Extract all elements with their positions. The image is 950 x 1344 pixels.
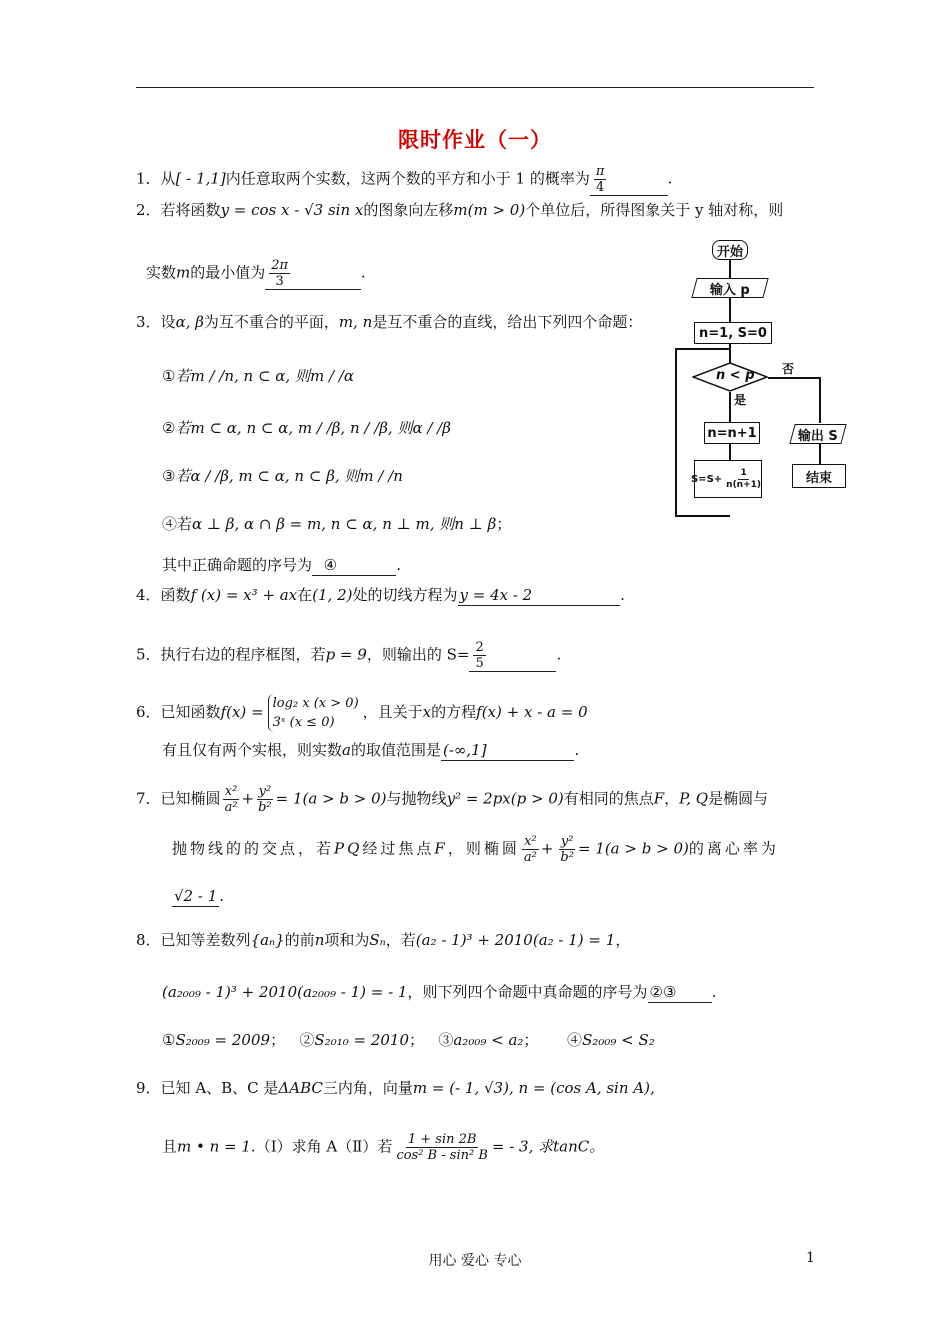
- answer-blank: [312, 555, 396, 576]
- text: .: [219, 887, 225, 905]
- sequence: {aₙ}: [250, 931, 285, 949]
- ratio-fraction: [394, 1132, 489, 1163]
- connector: [729, 344, 731, 364]
- vectors: m = (- 1, √3), n = (cos A, sin A),: [412, 1079, 655, 1097]
- text: 已知函数: [160, 703, 221, 721]
- flowchart-update: [690, 460, 762, 498]
- text: 内任意取两个实数，这两个数的平方和小于 1 的概率为: [225, 169, 590, 188]
- ellipse-equation: = 1(a > b > 0): [577, 839, 689, 858]
- text: 若将函数: [160, 201, 221, 219]
- item-mark: ④: [567, 1031, 583, 1049]
- flowchart-start: [712, 240, 748, 260]
- fraction-numerator: 2: [475, 640, 484, 655]
- text: ，: [615, 931, 631, 949]
- flowchart: [672, 238, 852, 528]
- lines: m, n: [338, 313, 373, 331]
- shift-expression: m(m > 0): [453, 201, 526, 219]
- proposition-4: [162, 514, 511, 534]
- text: 经过焦点: [362, 839, 435, 858]
- piecewise-cases: [268, 694, 359, 732]
- text: = - 3, 求tanC。: [491, 1137, 605, 1156]
- label: 结束: [805, 470, 832, 486]
- question-7: 7．已知椭圆 $\frac{\text{x²}}{\text{a²}}$ + $\frac{\text{y²}}{\text{b²}}$ = 1(a > b > 0)与抛物线y² = 2px(p > 0)有相同的焦点F，P, Q是椭圆与: [136, 784, 769, 815]
- text: 三内角，向量: [322, 1079, 413, 1097]
- no-branch-line: [819, 377, 821, 423]
- answer-blank: [648, 982, 712, 1003]
- proposition-1: [162, 366, 354, 386]
- text: ，: [664, 789, 680, 808]
- text: 的取值范围是: [350, 741, 441, 759]
- question-7-answer: [172, 886, 224, 907]
- item-mark: ④: [162, 515, 178, 533]
- question-8: [136, 930, 630, 950]
- fraction-numerator: 1: [740, 467, 747, 478]
- label: 输入 p: [710, 282, 750, 298]
- answer-blank: [441, 740, 574, 761]
- flowchart-increment: [704, 422, 760, 444]
- item-mark: ②: [162, 419, 176, 437]
- text: 是互不重合的直线，给出下列四个命题：: [372, 313, 643, 331]
- fraction-denominator: 5: [475, 656, 484, 671]
- page-title: 限时作业（一）: [398, 127, 552, 152]
- fraction-denominator: 4: [595, 180, 605, 195]
- text: ，若: [385, 931, 416, 949]
- question-number: 1．: [136, 169, 161, 188]
- text: ，则输出的 S=: [366, 645, 470, 664]
- dot-product: m • n = 1.: [177, 1137, 256, 1156]
- text: 已知椭圆: [160, 789, 221, 808]
- text: ；: [496, 515, 512, 533]
- text: ，且关于: [362, 703, 423, 721]
- label: 输出 S: [798, 428, 838, 444]
- text: ；: [270, 1031, 286, 1049]
- question-3: [136, 312, 642, 332]
- text: 已知等差数列: [160, 931, 251, 949]
- question-number: 7．: [136, 789, 161, 808]
- ellipse-equation: = 1(a > b > 0): [275, 789, 387, 808]
- text: .: [556, 645, 562, 664]
- text: 的前: [284, 931, 315, 949]
- label: S=S+: [690, 473, 723, 485]
- option-text: S₂₀₀₉ = 2009: [175, 1031, 271, 1049]
- proposition-2: [162, 418, 451, 438]
- question-2-line-2: [146, 258, 366, 290]
- text: 为互不重合的平面，: [203, 313, 339, 331]
- text: 个单位后，所得图象关于 y 轴对称，则: [525, 201, 784, 219]
- question-1: [136, 164, 672, 196]
- text: 有相同的焦点: [563, 789, 654, 808]
- answer: √2 - 1: [174, 887, 218, 905]
- ellipse-fraction-y: $\frac{\text{y²}}{\text{b²}}$: [258, 784, 272, 815]
- point: (1, 2): [312, 586, 353, 604]
- ellipse-fraction-x: $\frac{\text{x²}}{\text{a²}}$: [224, 784, 238, 815]
- question-6-line-2: [162, 740, 579, 761]
- proposition-text: 若m ⊂ α, n ⊂ α, m / /β, n / /β, 则α / /β: [175, 419, 451, 437]
- points: P, Q: [679, 789, 709, 808]
- function-expression: y = cos x - √3 sin x: [220, 201, 364, 219]
- text: 的方程: [431, 703, 477, 721]
- yes-branch-line: [729, 392, 731, 422]
- flowchart-output: [789, 424, 846, 444]
- flowchart-init: [694, 322, 772, 344]
- question-number: 8．: [136, 931, 161, 949]
- flowchart-input: [691, 278, 768, 298]
- text: 项和为: [324, 931, 370, 949]
- text: .: [396, 556, 402, 574]
- item-mark: ①: [162, 1031, 176, 1049]
- interval: [ - 1,1]: [175, 169, 226, 188]
- text: 且: [162, 1137, 178, 1156]
- text: 若: [177, 515, 193, 533]
- question-number: 9．: [136, 1079, 161, 1097]
- answer: ④: [323, 556, 338, 574]
- option-text: S₂₀₁₀ = 2010: [314, 1031, 410, 1049]
- text: .: [360, 263, 366, 282]
- header-rule: [136, 87, 814, 88]
- yes-label: 是: [734, 393, 747, 407]
- focus: F: [653, 789, 665, 808]
- option-text: S₂₀₀₉ < S₂: [582, 1031, 655, 1049]
- answer-blank: [469, 640, 556, 672]
- function-expression: f (x) = x³ + ax: [190, 586, 298, 604]
- text: ，则下列四个命题中真命题的序号为: [407, 983, 648, 1001]
- question-5: [136, 640, 561, 672]
- connector: [729, 298, 731, 322]
- planes: α, β: [175, 313, 204, 331]
- flowchart-end: [792, 464, 846, 488]
- case-2: 3ˣ (x ≤ 0): [272, 715, 335, 730]
- question-number: 5．: [136, 645, 161, 664]
- loop-line: [675, 515, 730, 517]
- text: 在: [297, 586, 313, 604]
- text: 处的切线方程为: [352, 586, 458, 604]
- text: 的离心率为: [688, 839, 779, 858]
- answer: (-∞,1]: [442, 741, 487, 759]
- item-mark: ②: [299, 1031, 315, 1049]
- fraction-numerator: 1 + sin 2B: [407, 1132, 477, 1147]
- label: 开始: [716, 244, 743, 260]
- variable: m: [176, 263, 191, 282]
- question-9-line-2: [162, 1132, 604, 1163]
- no-label: 否: [782, 362, 795, 376]
- text: ；: [409, 1031, 425, 1049]
- text: 执行右边的程序框图，若: [160, 645, 326, 664]
- parabola-equation: y² = 2px(p > 0): [446, 789, 564, 808]
- question-2: [136, 200, 783, 220]
- decision-label: n < p: [716, 368, 755, 383]
- page-footer: 用心 爱心 专心: [428, 1253, 522, 1269]
- text: 从: [160, 169, 176, 188]
- text: 实数: [146, 263, 177, 282]
- proposition-text: α ⊥ β, α ∩ β = m, n ⊂ α, n ⊥ m, 则n ⊥ β: [192, 515, 497, 533]
- variable: a: [342, 741, 351, 759]
- text: ，则椭圆: [447, 839, 520, 858]
- connector: [729, 444, 731, 460]
- segment: PQ: [334, 839, 363, 858]
- proposition-text: 若α / /β, m ⊂ α, n ⊂ β, 则m / /n: [175, 467, 403, 485]
- equation: f(x) + x - a = 0: [476, 703, 588, 721]
- text: .: [667, 169, 673, 188]
- text: （Ⅰ）求角 A（Ⅱ）若: [255, 1137, 393, 1156]
- equation-2: (a₂₀₀₉ - 1)³ + 2010(a₂₀₀₉ - 1) = - 1: [162, 983, 408, 1001]
- text: 的图象向左移: [363, 201, 454, 219]
- proposition-3: [162, 466, 403, 486]
- question-8-options: [162, 1030, 655, 1050]
- answer-blank: [458, 585, 621, 606]
- text: 有且仅有两个实根，则实数: [162, 741, 343, 759]
- text: 函数: [160, 586, 191, 604]
- case-1: log₂ x (x > 0): [272, 696, 359, 711]
- fraction-numerator: 2π: [271, 258, 289, 273]
- text: 设: [160, 313, 176, 331]
- variable: x: [422, 703, 432, 721]
- question-7-line-2: 抛物线的的交点，若PQ经过焦点F，则椭圆 $\frac{\text{x²}}{\text{a²}}$ + $\frac{\text{y²}}{\text{b²}}$ = 1(a > b > 0)的离心率为: [172, 834, 779, 865]
- label: n=n+1: [707, 425, 757, 441]
- item-mark: ③: [438, 1031, 454, 1049]
- question-4: [136, 585, 625, 606]
- text: 的最小值为: [190, 263, 266, 282]
- text: .: [711, 983, 717, 1001]
- question-8-line-2: [162, 982, 717, 1003]
- loop-line: [675, 348, 677, 516]
- text: ；: [523, 1031, 539, 1049]
- no-branch-line: [768, 377, 820, 379]
- answer-blank: [590, 164, 668, 196]
- question-9: [136, 1078, 655, 1098]
- question-number: 3．: [136, 313, 161, 331]
- text: .: [574, 741, 580, 759]
- loop-line: [675, 348, 730, 350]
- answer-blank: [265, 258, 361, 290]
- ellipse-fraction-y: $\frac{\text{y²}}{\text{b²}}$: [560, 834, 574, 865]
- text: 抛物线的的交点，若: [172, 839, 335, 858]
- connector: [729, 260, 731, 278]
- proposition-text: 若m / /n, n ⊂ α, 则m / /α: [175, 367, 354, 385]
- question-number: 6．: [136, 703, 161, 721]
- text: 其中正确命题的序号为: [162, 556, 313, 574]
- question-number: 4．: [136, 586, 161, 604]
- text: 已知 A、B、C 是: [160, 1079, 279, 1097]
- equation-1: (a₂ - 1)³ + 2010(a₂ - 1) = 1: [415, 931, 616, 949]
- variable: n: [314, 931, 325, 949]
- focus: F: [434, 839, 448, 858]
- sum: Sₙ: [369, 931, 386, 949]
- item-mark: ③: [162, 467, 176, 485]
- function-expression: f(x) =: [220, 703, 264, 721]
- fraction-denominator: n(n+1): [726, 479, 762, 490]
- fraction-denominator: 3: [275, 274, 284, 289]
- connector: [819, 444, 821, 464]
- condition: p = 9: [325, 645, 367, 664]
- ellipse-fraction-x: $\frac{\text{x²}}{\text{a²}}$: [523, 834, 537, 865]
- question-number: 2．: [136, 201, 161, 219]
- item-mark: ①: [162, 367, 176, 385]
- answer: ②③: [649, 983, 677, 1001]
- label: n=1, S=0: [699, 325, 767, 341]
- question-6: [136, 694, 588, 732]
- text: 是椭圆与: [708, 789, 769, 808]
- option-text: a₂₀₀₉ < a₂: [453, 1031, 524, 1049]
- page-number: 1: [806, 1250, 815, 1266]
- triangle: ΔABC: [278, 1079, 323, 1097]
- text: .: [620, 586, 625, 604]
- fraction-numerator: π: [595, 164, 605, 179]
- fraction-denominator: cos² B - sin² B: [396, 1148, 488, 1163]
- text: 与抛物线: [386, 789, 447, 808]
- answer: y = 4x - 2: [459, 586, 533, 604]
- question-3-answer: [162, 555, 401, 576]
